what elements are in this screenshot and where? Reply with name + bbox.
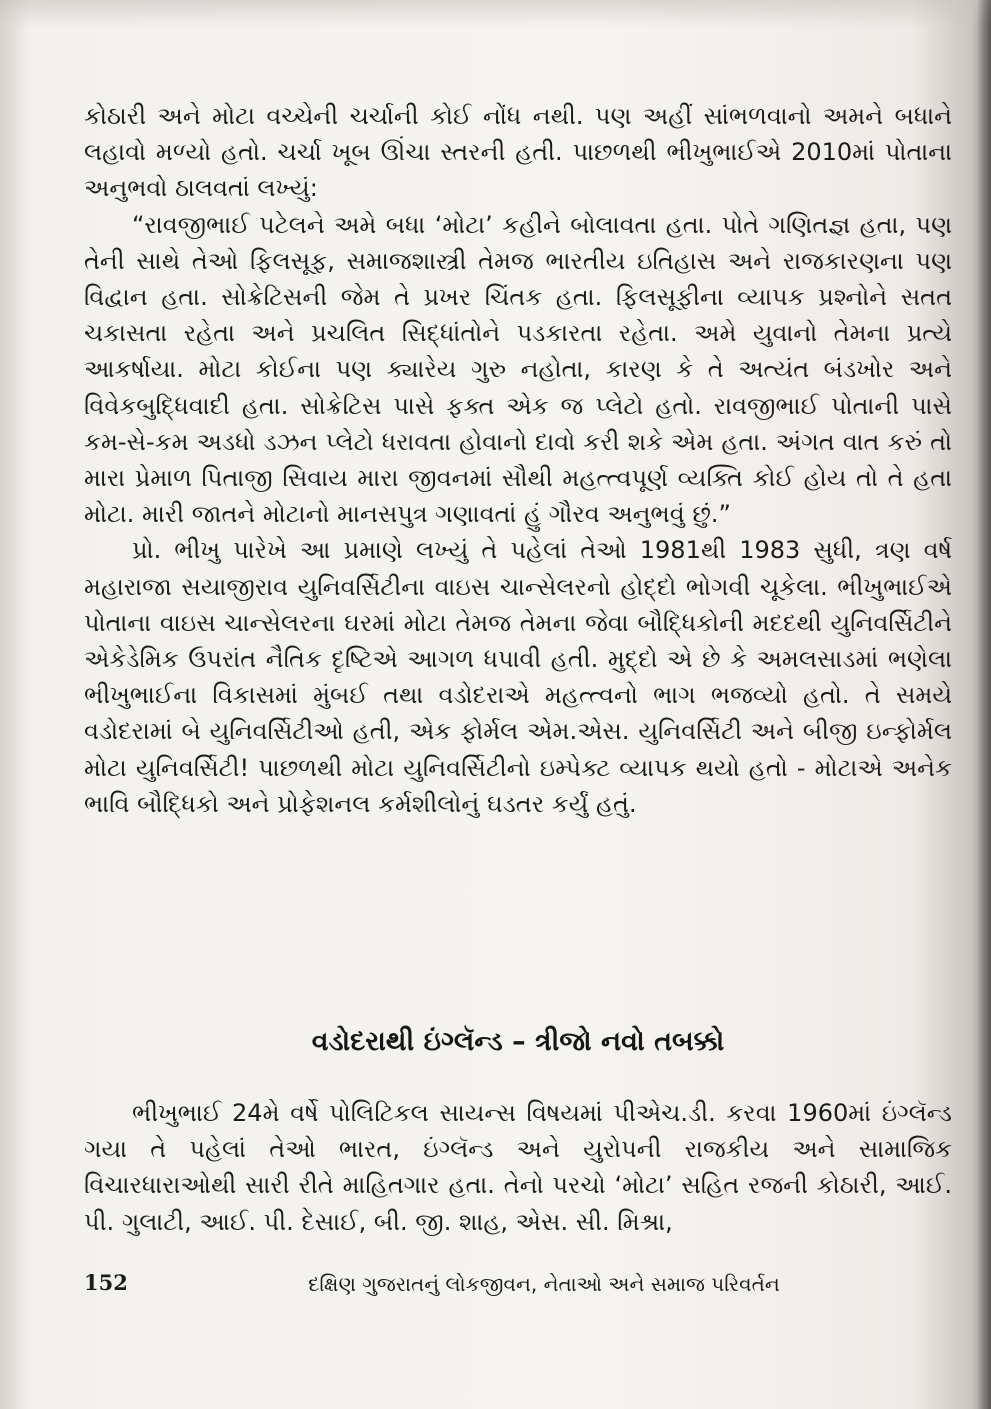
section-text xyxy=(84,1095,952,1240)
quote-paragraph: “રાવજીભાઈ પટેલને અમે બધા ‘મોટા’ કહીને બોલાવતા હતા. પોતે ગણિતજ્ઞ હતા, પણ તેની સાથે તેઓ ફિલસૂફ, સમાજશાસ્ત્રી તેમજ ભારતીય ઇતિહાસ અને રાજકારણના પણ વિદ્વાન હતા. સોક્રેટિસની જેમ તે પ્રખર ચિંતક હતા. ફિલસૂફીના વ્યાપક પ્રશ્નોને સતત ચકાસતા રહેતા અને પ્રચલિત સિદ્ધાંતોને પડકારતા રહેતા. અમે યુવાનો તેમના પ્રત્યે આકર્ષાયા. મોટા કોઈના પણ ક્યારેય ગુરુ નહોતા, કારણ કે તે અત્યંત બંડખોર અને વિવેકબુદ્ધિવાદી હતા. સોક્રેટિસ પાસે ફક્ત એક જ પ્લેટો હતો. રાવજીભાઈ પોતાની પાસે કમ-સે-કમ અડધો ડઝન પ્લેટો ધરાવતા હોવાનો દાવો કરી શકે એમ હતા. અંગત વાત કરું તો મારા પ્રેમાળ પિતાજી સિવાય મારા જીવનમાં સૌથી મહત્ત્વપૂર્ણ વ્યક્તિ કોઈ હોય તો તે હતા મોટા. મારી જાતને મોટાનો માનસપુત્ર ગણાવતાં હું ગૌરવ અનુભવું છું.” xyxy=(84,210,952,529)
section-heading: વડોદરાથી ઇંગ્લૅન્ડ – ત્રીજો નવો તબક્કો xyxy=(311,1026,725,1057)
paragraph-2: પ્રો. ભીખુ પારેખે આ પ્રમાણે લખ્યું તે પહેલાં તેઓ 1981થી 1983 સુધી, ત્રણ વર્ષ મહારાજા સયાજીરાવ યુનિવર્સિટીના વાઇસ ચાન્સેલરનો હોદ્દો ભોગવી ચૂકેલા. ભીખુભાઈએ પોતાના વાઇસ ચાન્સેલરના ઘરમાં મોટા તેમજ તેમના જેવા બૌદ્ધિકોની મદદથી યુનિવર્સિટીને એકેડેમિક ઉપરાંત નૈતિક દૃષ્ટિએ આગળ ધપાવી હતી. મુદ્દો એ છે કે અમલસાડમાં ભણેલા ભીખુભાઈના વિકાસમાં મુંબઈ તથા વડોદરાએ મહત્ત્વનો ભાગ ભજવ્યો હતો. તે સમયે વડોદરામાં બે યુનિવર્સિટીઓ હતી, એક ફોર્મલ એમ.એસ. યુનિવર્સિટી અને બીજી ઇન્ફોર્મલ મોટા યુનિવર્સિટી! પાછળથી મોટા યુનિવર્સિટીનો ઇમ્પેક્ટ વ્યાપક થયો હતો - મોટાએ અનેક ભાવિ બૌદ્ધિકો અને પ્રોફેશનલ કર્મશીલોનું ઘડતર કર્યું હતું. xyxy=(84,536,952,818)
page-footer xyxy=(84,1270,952,1310)
page-top-edge xyxy=(0,0,991,28)
page-number: 152 xyxy=(84,1270,128,1295)
running-footer-title: દક્ષિણ ગુજરાતનું લોકજીવન, નેતાઓ અને સમાજ પરિવર્તન xyxy=(308,1272,780,1296)
paragraph-3: ભીખુભાઈ 24મે વર્ષે પોલિટિકલ સાયન્સ વિષયમાં પીએચ.ડી. કરવા 1960માં ઇંગ્લૅન્ડ ગયા તે પહેલાં તેઓ ભારત, ઇંગ્લૅન્ડ અને યુરોપની રાજકીય અને સામાજિક વિચારધારાઓથી સારી રીતે માહિતગાર હતા. તેનો પરચો ‘મોટા’ સહિત રજની કોઠારી, આઈ. પી. ગુલાટી, આઈ. પી. દેસાઈ, બી. જી. શાહ, એસ. સી. મિશ્રા, xyxy=(84,1099,952,1236)
main-text xyxy=(84,98,952,822)
page-binding-shadow xyxy=(977,0,991,1409)
paragraph-1: કોઠારી અને મોટા વચ્ચેની ચર્ચાની કોઈ નોંધ નથી. પણ અહીં સાંભળવાનો અમને બધાને લહાવો મળ્યો હતો. ચર્ચા ખૂબ ઊંચા સ્તરની હતી. પાછળથી ભીખુભાઈએ 2010માં પોતાના અનુભવો ઠાલવતાં લખ્યું: xyxy=(84,102,952,203)
